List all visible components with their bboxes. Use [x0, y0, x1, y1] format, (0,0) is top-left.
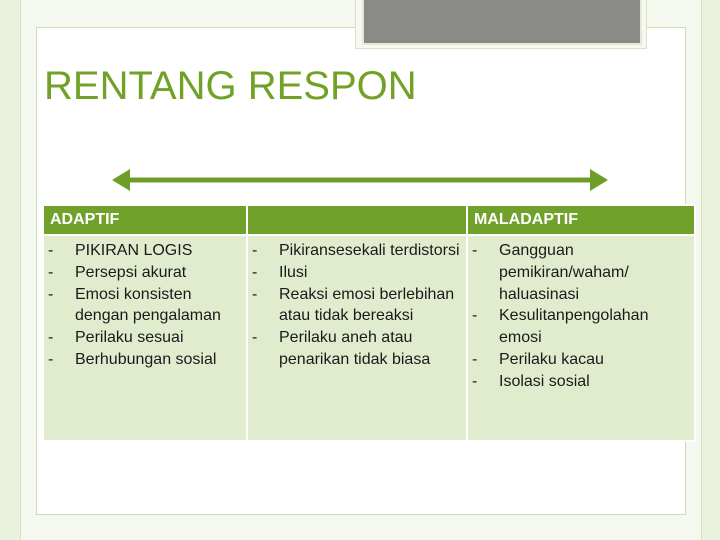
header-middle — [247, 205, 467, 235]
header-adaptif: ADAPTIF — [43, 205, 247, 235]
list-item — [472, 349, 690, 371]
column-middle — [247, 235, 467, 441]
header-maladaptif: MALADAPTIF — [467, 205, 695, 235]
list-item — [48, 349, 242, 371]
column-maladaptif — [467, 235, 695, 441]
bullet-dash: - — [48, 263, 54, 281]
list-item — [252, 262, 462, 284]
bullet-dash: - — [48, 329, 54, 347]
maladaptif-list — [472, 240, 690, 393]
list-item-text: PIKIRAN LOGIS — [75, 242, 193, 259]
table-header-row — [43, 205, 695, 235]
list-item-text: Isolasi sosial — [499, 372, 590, 390]
bullet-dash: - — [48, 242, 54, 259]
bullet-dash: - — [252, 242, 258, 259]
bullet-dash: - — [472, 372, 478, 390]
list-item-text: Reaksi emosi berlebihan atau tidak bereaksi — [279, 285, 455, 325]
list-item — [472, 240, 690, 305]
list-item-text: Emosi konsisten dengan pengalaman — [75, 285, 221, 325]
list-item-text: Gangguan pemikiran/waham/ haluasinasi — [499, 242, 629, 303]
bullet-dash: - — [252, 329, 258, 347]
list-item-text: Perilaku aneh atau penarikan tidak biasa — [279, 329, 431, 368]
list-item-text: Kesulitanpengolahan emosi — [499, 307, 649, 347]
corner-decoration-bar — [362, 0, 642, 45]
list-item — [252, 327, 462, 371]
list-item — [48, 327, 242, 349]
response-range-table — [42, 204, 696, 442]
list-item — [472, 371, 690, 393]
list-item-text: Pikiransesekali terdistorsi — [279, 242, 460, 259]
list-item — [472, 305, 690, 349]
table-row — [43, 235, 695, 441]
list-item-text: Ilusi — [279, 263, 308, 281]
page-title: RENTANG RESPON — [44, 64, 417, 108]
list-item-text: Berhubungan sosial — [75, 350, 217, 368]
bullet-dash: - — [48, 350, 54, 368]
column-adaptif — [43, 235, 247, 441]
arrow-left-head — [112, 169, 130, 191]
list-item — [48, 284, 242, 328]
corner-decoration — [355, 0, 647, 49]
bullet-dash: - — [472, 350, 478, 368]
adaptif-list — [48, 240, 242, 371]
list-item-text: Perilaku sesuai — [75, 329, 184, 347]
middle-list — [252, 240, 462, 371]
list-item — [48, 240, 242, 262]
bullet-dash: - — [252, 263, 258, 281]
double-headed-arrow-icon — [110, 166, 610, 194]
list-item-text: Perilaku kacau — [499, 350, 604, 368]
list-item-text: Persepsi akurat — [75, 263, 187, 281]
arrow-right-head — [590, 169, 608, 191]
list-item — [252, 284, 462, 328]
list-item — [252, 240, 462, 262]
bullet-dash: - — [252, 285, 258, 303]
bullet-dash: - — [472, 242, 478, 259]
bullet-dash: - — [472, 307, 478, 325]
bullet-dash: - — [48, 285, 54, 303]
list-item — [48, 262, 242, 284]
